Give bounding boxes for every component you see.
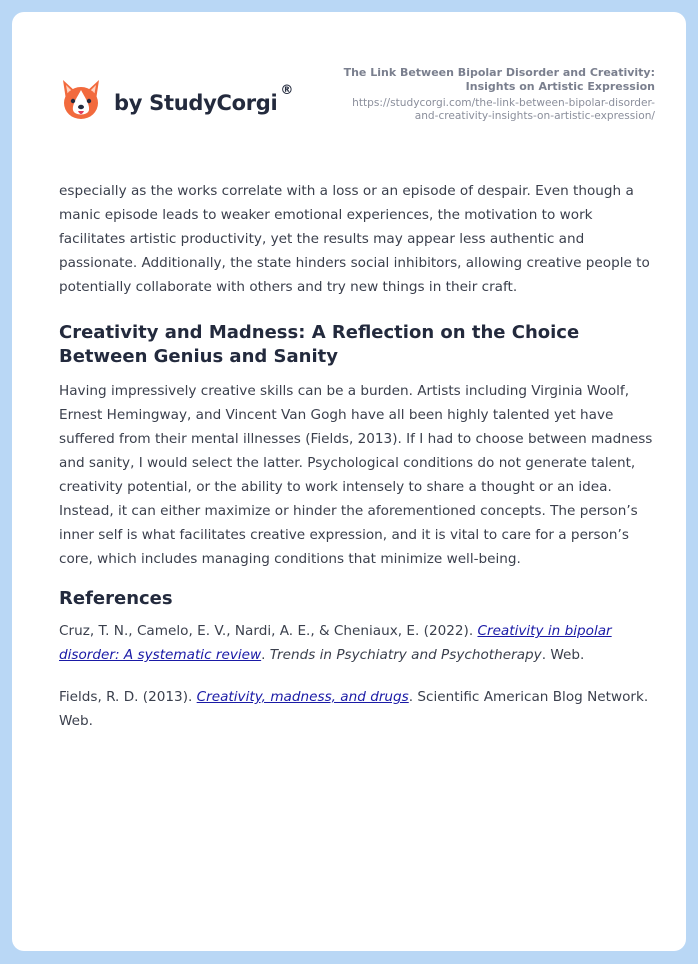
ref-authors: Cruz, T. N., Camelo, E. V., Nardi, A. E., & Cheniaux, E. (2022). (59, 623, 478, 639)
section-heading: Creativity and Madness: A Reflection on the Choice Between Genius and Sanity (59, 322, 580, 367)
ref-authors: Fields, R. D. (2013). (59, 689, 197, 705)
section-paragraph: Having impressively creative skills can be a burden. Artists including Virginia Woolf, Ernest Hemingway, and Vincent Van Gogh have all been highly talented yet have suffered from their mental illnesses (Fields, 2013). If I had to choose between madness and sanity, I would select the latter. Psychological conditions do not generate talent, creativity potential, or the ability to work intensely to share a thought or an idea. Instead, it can either maximize or hinder the aforementioned concepts. The person’s inner self is what facilitates creative expression, and it is vital to care for a person’s core, which includes managing conditions that minimize well-being. (59, 383, 653, 567)
document-title: The Link Between Bipolar Disorder and Creativity: Insights on Artistic Expression (343, 66, 655, 93)
intro-paragraph: especially as the works correlate with a loss or an episode of despair. Even though a manic episode leads to weaker emotional experiences, the motivation to work facilitates artistic productivity, yet the results may appear less authentic and passionate. Additionally, the state hinders social inhibitors, allowing creative people to potentially collaborate with others and try new things in their craft. (59, 183, 650, 295)
ref-tail: . Web. (541, 647, 585, 663)
url-line-1: https://studycorgi.com/the-link-between-bipolar-disorder- (352, 97, 655, 109)
main-content (59, 179, 657, 751)
url-line-2: and-creativity-insights-on-artistic-expression/ (414, 110, 655, 122)
corgi-icon (60, 76, 102, 122)
ref-after-link: . Scientific American Blog Network. Web. (59, 689, 649, 729)
references-heading: References (59, 588, 173, 609)
ref-link[interactable]: Creativity in bipolar disorder: A systematic review (59, 623, 612, 663)
document-url[interactable] (305, 97, 655, 123)
ref-source: Trends in Psychiatry and Psychotherapy (269, 647, 542, 663)
ref-link[interactable]: Creativity, madness, and drugs (196, 689, 409, 705)
reference-item (59, 685, 657, 733)
brand-name: by StudyCorgi (114, 91, 278, 115)
studycorgi-logo[interactable] (60, 76, 293, 122)
page (12, 12, 686, 951)
ref-after-link: . (261, 647, 270, 663)
document-header (305, 66, 655, 123)
registered-mark: ® (280, 82, 294, 98)
reference-item (59, 619, 657, 667)
